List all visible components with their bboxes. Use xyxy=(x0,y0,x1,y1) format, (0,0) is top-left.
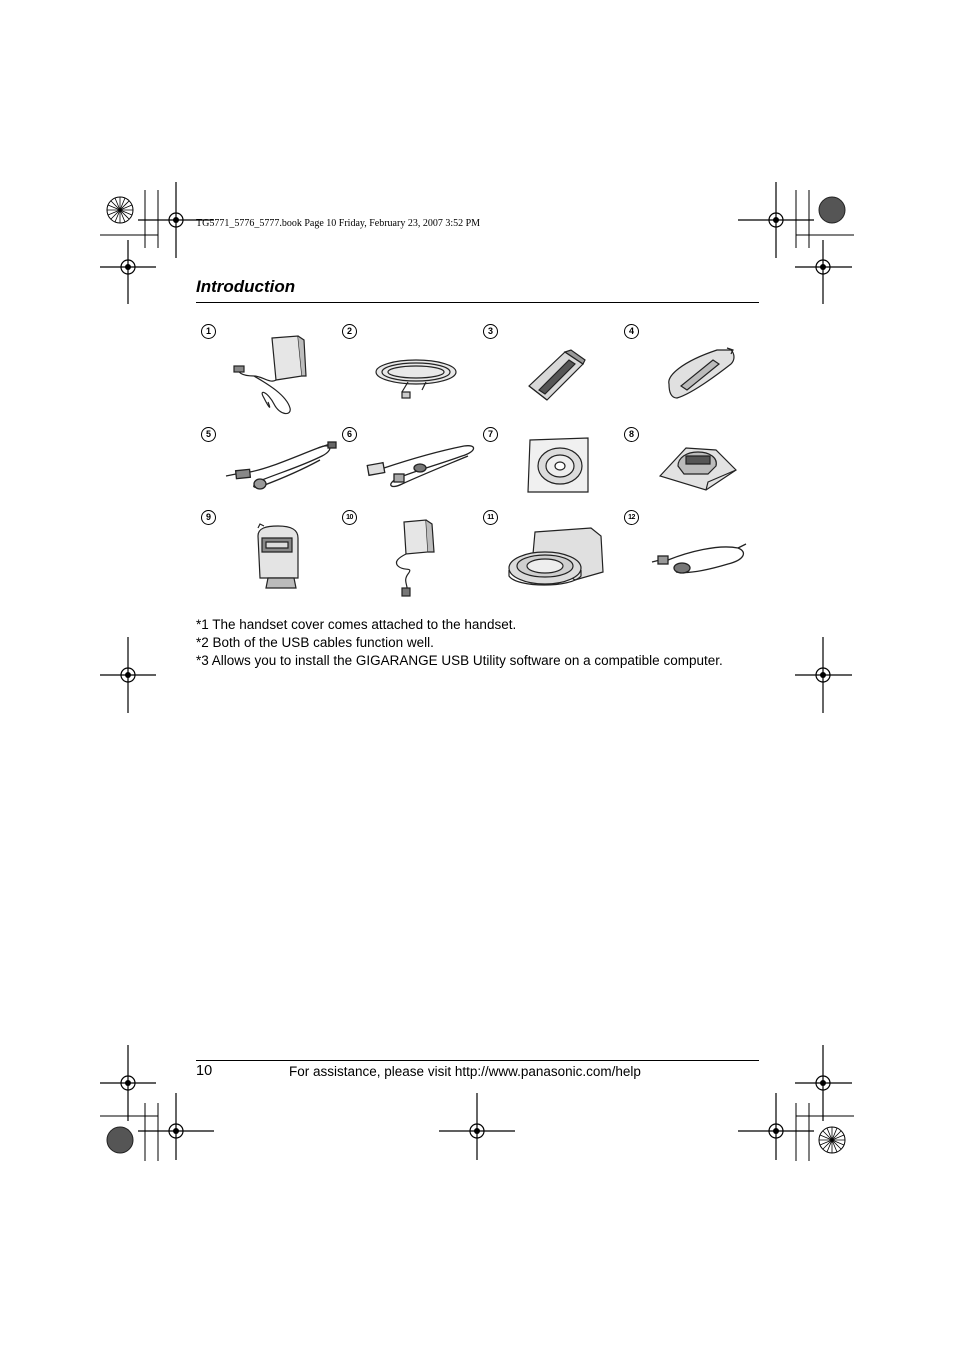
ac-adaptor-icon xyxy=(384,516,440,598)
telephone-line-cord-icon xyxy=(372,352,460,404)
assistance-text: For assistance, please visit http://www.panasonic.com/help xyxy=(289,1064,641,1079)
header-rule xyxy=(196,302,759,303)
handset-cover-icon xyxy=(661,346,741,402)
base-unit-icon xyxy=(505,524,605,590)
usb-cable-icon xyxy=(364,440,480,492)
item-number: 7 xyxy=(483,427,498,442)
item-number: 4 xyxy=(624,324,639,339)
item-number: 8 xyxy=(624,427,639,442)
item-number: 1 xyxy=(201,324,216,339)
section-title: Introduction xyxy=(196,277,296,296)
footnote: *3 Allows you to install the GIGARANGE USB Utility software on a compatible computer. xyxy=(196,653,723,668)
item-number: 10 xyxy=(342,510,357,525)
battery-icon xyxy=(525,346,587,404)
footnote: *2 Both of the USB cables function well. xyxy=(196,635,434,650)
item-number: 11 xyxy=(483,510,498,525)
cd-rom-icon xyxy=(526,436,592,494)
item-number: 5 xyxy=(201,427,216,442)
footer-rule xyxy=(196,1060,759,1061)
item-number: 9 xyxy=(201,510,216,525)
cable-with-core-icon xyxy=(648,538,748,582)
stand-icon xyxy=(252,522,304,592)
book-info: TG5771_5776_5777.book Page 10 Friday, February 23, 2007 3:52 PM xyxy=(196,218,481,229)
ac-adaptor-icon xyxy=(228,332,308,420)
charger-icon xyxy=(656,440,740,492)
item-number: 6 xyxy=(342,427,357,442)
footnote: *1 The handset cover comes attached to the handset. xyxy=(196,617,517,632)
cable-icon xyxy=(222,440,338,492)
item-number: 3 xyxy=(483,324,498,339)
item-number: 2 xyxy=(342,324,357,339)
page-number: 10 xyxy=(196,1063,213,1079)
item-number: 12 xyxy=(624,510,639,525)
